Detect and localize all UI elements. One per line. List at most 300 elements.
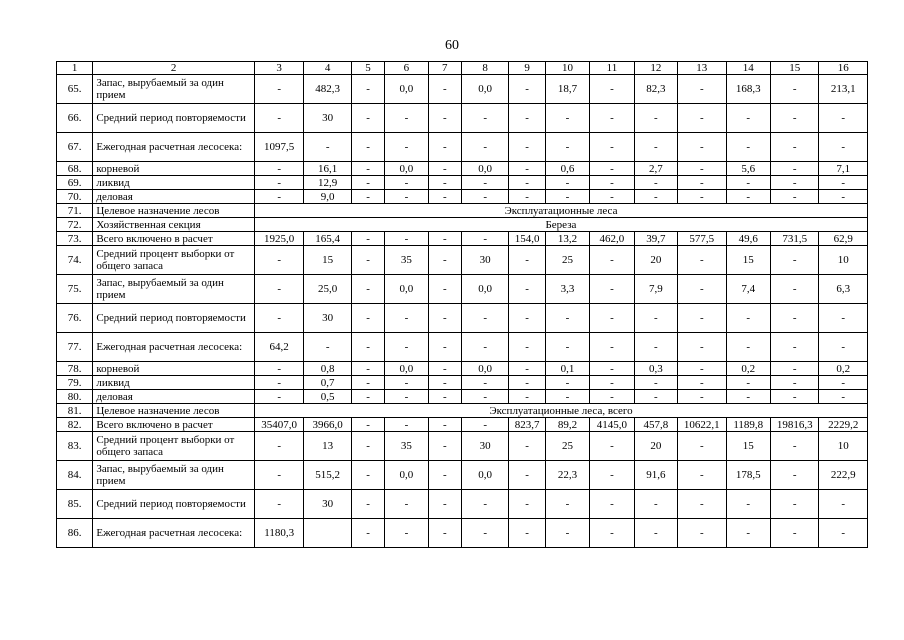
table-row bbox=[57, 304, 868, 333]
table-cell: - bbox=[254, 190, 303, 204]
table-cell: - bbox=[509, 390, 545, 404]
row-number: 86. bbox=[57, 519, 93, 548]
table-cell: 30 bbox=[461, 432, 508, 461]
table-cell: - bbox=[770, 190, 818, 204]
table-cell: - bbox=[428, 190, 461, 204]
table-cell: - bbox=[428, 418, 461, 432]
row-label: Средний период повторяемости bbox=[93, 490, 255, 519]
table-cell: - bbox=[509, 104, 545, 133]
table-cell: - bbox=[770, 275, 818, 304]
table-cell: 462,0 bbox=[590, 232, 634, 246]
table-cell: - bbox=[590, 275, 634, 304]
table-cell: 82,3 bbox=[634, 75, 677, 104]
row-label: Средний процент выборки от общего запаса bbox=[93, 432, 255, 461]
table-cell: 457,8 bbox=[634, 418, 677, 432]
table-cell: 0,7 bbox=[304, 376, 351, 390]
table-cell: - bbox=[254, 246, 303, 275]
row-number: 79. bbox=[57, 376, 93, 390]
table-row bbox=[57, 390, 868, 404]
column-header: 9 bbox=[509, 62, 545, 75]
table-cell: - bbox=[634, 490, 677, 519]
table-cell: 0,3 bbox=[634, 362, 677, 376]
table-cell: - bbox=[509, 376, 545, 390]
table-cell: - bbox=[634, 133, 677, 162]
table-cell: 13,2 bbox=[545, 232, 589, 246]
table-cell: 30 bbox=[461, 246, 508, 275]
table-cell: - bbox=[351, 75, 384, 104]
table-cell: - bbox=[590, 176, 634, 190]
table-cell: 0,8 bbox=[304, 362, 351, 376]
table-row bbox=[57, 190, 868, 204]
table-cell: - bbox=[385, 333, 428, 362]
table-cell: 15 bbox=[726, 432, 770, 461]
table-row bbox=[57, 333, 868, 362]
table-cell: - bbox=[590, 246, 634, 275]
table-cell: - bbox=[461, 376, 508, 390]
table-cell: 515,2 bbox=[304, 461, 351, 490]
table-cell: - bbox=[351, 190, 384, 204]
table-cell: - bbox=[461, 190, 508, 204]
table-cell: - bbox=[304, 333, 351, 362]
row-number: 84. bbox=[57, 461, 93, 490]
table-cell: - bbox=[351, 275, 384, 304]
table-cell: - bbox=[351, 304, 384, 333]
row-number: 73. bbox=[57, 232, 93, 246]
table-row bbox=[57, 176, 868, 190]
table-cell: 15 bbox=[304, 246, 351, 275]
table-cell: - bbox=[351, 246, 384, 275]
table-row bbox=[57, 490, 868, 519]
table-cell: 10 bbox=[819, 246, 868, 275]
table-cell: - bbox=[819, 376, 868, 390]
table-cell: 3,3 bbox=[545, 275, 589, 304]
row-number: 67. bbox=[57, 133, 93, 162]
row-number: 77. bbox=[57, 333, 93, 362]
row-label: Всего включено в расчет bbox=[93, 418, 255, 432]
table-cell: 0,0 bbox=[385, 162, 428, 176]
table-cell: - bbox=[678, 104, 726, 133]
table-cell: - bbox=[254, 304, 303, 333]
table-cell: - bbox=[770, 333, 818, 362]
table-cell: - bbox=[545, 304, 589, 333]
table-cell: - bbox=[770, 461, 818, 490]
page-number: 60 bbox=[445, 38, 459, 53]
table-cell: 0,2 bbox=[819, 362, 868, 376]
table-cell: 25 bbox=[545, 246, 589, 275]
table-cell: - bbox=[590, 362, 634, 376]
table-cell: - bbox=[428, 133, 461, 162]
table-cell: - bbox=[351, 390, 384, 404]
table-cell: - bbox=[461, 490, 508, 519]
table-cell: - bbox=[770, 432, 818, 461]
table-cell: - bbox=[385, 232, 428, 246]
table-cell: - bbox=[678, 162, 726, 176]
row-label: Средний период повторяемости bbox=[93, 104, 255, 133]
row-label: деловая bbox=[93, 190, 255, 204]
table-cell: 823,7 bbox=[509, 418, 545, 432]
table-cell: - bbox=[819, 390, 868, 404]
row-number: 82. bbox=[57, 418, 93, 432]
table-cell: - bbox=[428, 232, 461, 246]
table-cell: 49,6 bbox=[726, 232, 770, 246]
table-cell: - bbox=[770, 104, 818, 133]
table-row bbox=[57, 162, 868, 176]
table-cell: 0,0 bbox=[461, 75, 508, 104]
table-cell: 1925,0 bbox=[254, 232, 303, 246]
table-cell: - bbox=[254, 162, 303, 176]
column-header: 8 bbox=[461, 62, 508, 75]
row-number: 71. bbox=[57, 204, 93, 218]
table-cell: 0,0 bbox=[461, 275, 508, 304]
table-cell: 64,2 bbox=[254, 333, 303, 362]
column-header: 14 bbox=[726, 62, 770, 75]
row-label: Запас, вырубаемый за один прием bbox=[93, 461, 255, 490]
table-cell: - bbox=[428, 432, 461, 461]
table-cell: - bbox=[678, 376, 726, 390]
table-cell: - bbox=[461, 304, 508, 333]
table-cell: - bbox=[428, 104, 461, 133]
table-cell: - bbox=[385, 490, 428, 519]
table-cell: - bbox=[509, 75, 545, 104]
table-cell: - bbox=[351, 133, 384, 162]
table-cell: - bbox=[351, 162, 384, 176]
table-cell: - bbox=[819, 490, 868, 519]
table-cell: - bbox=[509, 333, 545, 362]
table-cell: 0,0 bbox=[461, 461, 508, 490]
table-cell: - bbox=[461, 104, 508, 133]
table-row bbox=[57, 246, 868, 275]
column-header: 5 bbox=[351, 62, 384, 75]
table-cell: - bbox=[254, 104, 303, 133]
table-cell: - bbox=[634, 376, 677, 390]
table-cell: - bbox=[254, 490, 303, 519]
table-cell: - bbox=[509, 275, 545, 304]
table-cell: 19816,3 bbox=[770, 418, 818, 432]
table-cell: - bbox=[678, 133, 726, 162]
section-title: Эксплуатационные леса, всего bbox=[254, 404, 867, 418]
table-cell: - bbox=[545, 376, 589, 390]
table-cell: - bbox=[678, 176, 726, 190]
table-cell: - bbox=[678, 304, 726, 333]
table-cell: 16,1 bbox=[304, 162, 351, 176]
table-cell: 0,0 bbox=[385, 75, 428, 104]
table-cell: - bbox=[428, 333, 461, 362]
table-cell: - bbox=[634, 333, 677, 362]
table-cell: - bbox=[385, 519, 428, 548]
table-cell: 178,5 bbox=[726, 461, 770, 490]
table-cell: - bbox=[351, 432, 384, 461]
table-cell: 7,9 bbox=[634, 275, 677, 304]
table-cell: - bbox=[770, 246, 818, 275]
table-cell: - bbox=[590, 432, 634, 461]
table-row bbox=[57, 461, 868, 490]
table-cell: 1180,3 bbox=[254, 519, 303, 548]
table-cell: - bbox=[428, 246, 461, 275]
table-cell: 0,2 bbox=[726, 362, 770, 376]
table-cell: - bbox=[545, 176, 589, 190]
table-cell: - bbox=[428, 75, 461, 104]
table-cell: 25 bbox=[545, 432, 589, 461]
table-cell: - bbox=[770, 304, 818, 333]
table-cell: 10 bbox=[819, 432, 868, 461]
table-cell: 6,3 bbox=[819, 275, 868, 304]
row-label: Целевое назначение лесов bbox=[93, 404, 255, 418]
table-cell: - bbox=[461, 333, 508, 362]
table-cell: - bbox=[590, 75, 634, 104]
table-cell: - bbox=[634, 390, 677, 404]
table-cell: 18,7 bbox=[545, 75, 589, 104]
table-cell: 13 bbox=[304, 432, 351, 461]
row-number: 81. bbox=[57, 404, 93, 418]
table-cell: 22,3 bbox=[545, 461, 589, 490]
table-cell: 0,0 bbox=[385, 461, 428, 490]
table-cell: - bbox=[819, 519, 868, 548]
table-row bbox=[57, 104, 868, 133]
table-cell: - bbox=[678, 490, 726, 519]
table-cell: - bbox=[678, 190, 726, 204]
table-row bbox=[57, 362, 868, 376]
table-cell: - bbox=[254, 75, 303, 104]
row-label: Целевое назначение лесов bbox=[93, 204, 255, 218]
table-cell: - bbox=[461, 232, 508, 246]
table-cell: - bbox=[726, 133, 770, 162]
table-cell: - bbox=[726, 333, 770, 362]
table-cell: - bbox=[351, 519, 384, 548]
table-cell: - bbox=[770, 376, 818, 390]
table-cell: - bbox=[819, 133, 868, 162]
table-cell: 91,6 bbox=[634, 461, 677, 490]
table-cell: - bbox=[545, 133, 589, 162]
table-cell: 0,5 bbox=[304, 390, 351, 404]
table-cell: - bbox=[634, 104, 677, 133]
row-number: 78. bbox=[57, 362, 93, 376]
column-header: 3 bbox=[254, 62, 303, 75]
table-cell: - bbox=[770, 176, 818, 190]
column-header: 16 bbox=[819, 62, 868, 75]
row-label: деловая bbox=[93, 390, 255, 404]
table-cell: - bbox=[428, 519, 461, 548]
table-cell: 12,9 bbox=[304, 176, 351, 190]
table-cell: - bbox=[428, 275, 461, 304]
row-label: Ежегодная расчетная лесосека: bbox=[93, 133, 255, 162]
table-cell: 0,0 bbox=[461, 162, 508, 176]
row-label: ликвид bbox=[93, 376, 255, 390]
table-cell: - bbox=[351, 461, 384, 490]
table-cell: 15 bbox=[726, 246, 770, 275]
table-cell: - bbox=[545, 104, 589, 133]
table-cell: - bbox=[461, 390, 508, 404]
table-cell: - bbox=[509, 190, 545, 204]
column-header: 1 bbox=[57, 62, 93, 75]
table-cell: - bbox=[678, 246, 726, 275]
table-cell: - bbox=[509, 490, 545, 519]
table-cell: - bbox=[590, 519, 634, 548]
table-cell: - bbox=[726, 190, 770, 204]
table-cell: - bbox=[678, 432, 726, 461]
table-cell: - bbox=[428, 176, 461, 190]
table-cell: - bbox=[509, 432, 545, 461]
table-cell: - bbox=[461, 176, 508, 190]
table-cell: 35407,0 bbox=[254, 418, 303, 432]
row-number: 72. bbox=[57, 218, 93, 232]
table-cell: - bbox=[254, 176, 303, 190]
table-cell: - bbox=[385, 304, 428, 333]
column-header: 15 bbox=[770, 62, 818, 75]
table-row bbox=[57, 218, 868, 232]
table-cell: - bbox=[590, 104, 634, 133]
forest-data-table bbox=[56, 61, 868, 548]
table-cell: - bbox=[461, 418, 508, 432]
table-cell: 2,7 bbox=[634, 162, 677, 176]
table-cell: - bbox=[509, 162, 545, 176]
row-label: корневой bbox=[93, 162, 255, 176]
table-cell: - bbox=[509, 246, 545, 275]
table-cell: - bbox=[509, 304, 545, 333]
table-cell: - bbox=[351, 418, 384, 432]
row-number: 70. bbox=[57, 190, 93, 204]
table-cell: 30 bbox=[304, 304, 351, 333]
table-row bbox=[57, 204, 868, 218]
table-cell: 165,4 bbox=[304, 232, 351, 246]
table-cell: - bbox=[254, 432, 303, 461]
table-cell: - bbox=[385, 133, 428, 162]
table-cell: - bbox=[509, 461, 545, 490]
table-cell: 20 bbox=[634, 246, 677, 275]
table-row bbox=[57, 133, 868, 162]
row-label: Хозяйственная секция bbox=[93, 218, 255, 232]
table-cell: - bbox=[770, 75, 818, 104]
table-row bbox=[57, 432, 868, 461]
table-cell: - bbox=[590, 133, 634, 162]
table-cell: - bbox=[819, 104, 868, 133]
table-cell: 62,9 bbox=[819, 232, 868, 246]
table-cell: - bbox=[770, 390, 818, 404]
column-header: 6 bbox=[385, 62, 428, 75]
table-row bbox=[57, 232, 868, 246]
table-cell: 482,3 bbox=[304, 75, 351, 104]
table-cell: - bbox=[678, 390, 726, 404]
table-cell: - bbox=[770, 519, 818, 548]
table-cell: - bbox=[819, 190, 868, 204]
table-cell: - bbox=[385, 390, 428, 404]
table-cell: 30 bbox=[304, 104, 351, 133]
table-cell: - bbox=[819, 333, 868, 362]
table-cell: - bbox=[351, 490, 384, 519]
table-cell: 3966,0 bbox=[304, 418, 351, 432]
table-cell: 35 bbox=[385, 432, 428, 461]
table-cell: - bbox=[461, 519, 508, 548]
header-row bbox=[57, 62, 868, 75]
table-cell: - bbox=[590, 162, 634, 176]
row-number: 83. bbox=[57, 432, 93, 461]
table-cell: 5,6 bbox=[726, 162, 770, 176]
row-label: корневой bbox=[93, 362, 255, 376]
table-cell: - bbox=[385, 176, 428, 190]
table-cell: - bbox=[461, 133, 508, 162]
column-header: 2 bbox=[93, 62, 255, 75]
table-cell: - bbox=[678, 362, 726, 376]
table-cell: - bbox=[351, 376, 384, 390]
table-cell: - bbox=[678, 461, 726, 490]
section-title: Эксплуатационные леса bbox=[254, 204, 867, 218]
table-cell: - bbox=[590, 376, 634, 390]
table-cell: - bbox=[428, 490, 461, 519]
row-label: Всего включено в расчет bbox=[93, 232, 255, 246]
table-cell: - bbox=[545, 390, 589, 404]
column-header: 7 bbox=[428, 62, 461, 75]
table-cell: - bbox=[678, 519, 726, 548]
table-cell: - bbox=[428, 304, 461, 333]
table-cell: - bbox=[726, 490, 770, 519]
table-cell: - bbox=[726, 519, 770, 548]
table-cell: - bbox=[726, 104, 770, 133]
table-cell: - bbox=[726, 176, 770, 190]
row-number: 74. bbox=[57, 246, 93, 275]
row-label: Ежегодная расчетная лесосека: bbox=[93, 333, 255, 362]
table-cell: 0,0 bbox=[385, 275, 428, 304]
table-cell: - bbox=[678, 333, 726, 362]
column-header: 4 bbox=[304, 62, 351, 75]
table-cell: 10622,1 bbox=[678, 418, 726, 432]
table-cell bbox=[304, 519, 351, 548]
table-cell: 1097,5 bbox=[254, 133, 303, 162]
table-cell: - bbox=[819, 304, 868, 333]
table-cell: - bbox=[545, 333, 589, 362]
table-cell: - bbox=[304, 133, 351, 162]
table-cell: 25,0 bbox=[304, 275, 351, 304]
table-cell: - bbox=[254, 376, 303, 390]
table-cell: - bbox=[726, 304, 770, 333]
table-cell: - bbox=[770, 362, 818, 376]
table-cell: - bbox=[590, 190, 634, 204]
table-cell: 9,0 bbox=[304, 190, 351, 204]
table-cell: - bbox=[385, 376, 428, 390]
table-cell: - bbox=[509, 362, 545, 376]
table-cell: - bbox=[590, 304, 634, 333]
table-cell: - bbox=[819, 176, 868, 190]
table-cell: - bbox=[351, 333, 384, 362]
table-cell: - bbox=[545, 519, 589, 548]
row-number: 76. bbox=[57, 304, 93, 333]
table-cell: - bbox=[254, 461, 303, 490]
table-cell: 222,9 bbox=[819, 461, 868, 490]
table-cell: - bbox=[726, 390, 770, 404]
table-cell: 168,3 bbox=[726, 75, 770, 104]
table-cell: - bbox=[509, 176, 545, 190]
table-cell: - bbox=[634, 519, 677, 548]
table-cell: 2229,2 bbox=[819, 418, 868, 432]
table-row bbox=[57, 275, 868, 304]
table-cell: - bbox=[351, 232, 384, 246]
column-header: 11 bbox=[590, 62, 634, 75]
table-cell: - bbox=[678, 275, 726, 304]
table-cell: 4145,0 bbox=[590, 418, 634, 432]
table-cell: 213,1 bbox=[819, 75, 868, 104]
table-cell: - bbox=[509, 133, 545, 162]
table-cell: - bbox=[590, 461, 634, 490]
table-cell: - bbox=[254, 275, 303, 304]
table-cell: 30 bbox=[304, 490, 351, 519]
row-number: 66. bbox=[57, 104, 93, 133]
table-cell: - bbox=[428, 461, 461, 490]
table-cell: - bbox=[385, 104, 428, 133]
row-number: 69. bbox=[57, 176, 93, 190]
table-cell: - bbox=[254, 390, 303, 404]
table-cell: 0,0 bbox=[385, 362, 428, 376]
table-row bbox=[57, 376, 868, 390]
table-cell: - bbox=[770, 162, 818, 176]
table-cell: 1189,8 bbox=[726, 418, 770, 432]
